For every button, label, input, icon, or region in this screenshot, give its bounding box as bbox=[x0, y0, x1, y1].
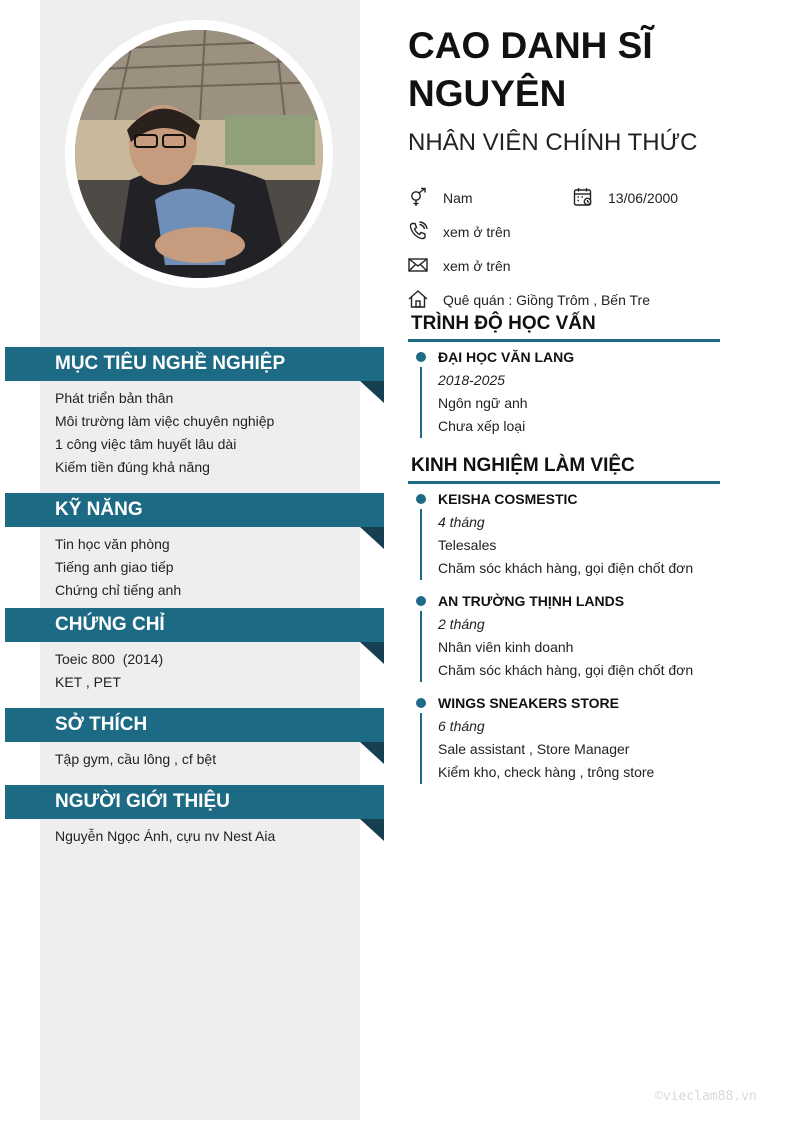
list-item: Môi trường làm việc chuyên nghiệp bbox=[55, 413, 275, 429]
gender-value: Nam bbox=[443, 190, 473, 206]
email-value: xem ở trên bbox=[443, 258, 511, 274]
section-header-skills bbox=[5, 493, 384, 527]
job-description: Kiểm kho, check hàng , trông store bbox=[438, 764, 655, 780]
company-name: AN TRƯỜNG THỊNH LANDS bbox=[438, 593, 625, 609]
watermark: ©vieclam88.vn bbox=[655, 1089, 757, 1104]
timeline-dot bbox=[416, 494, 426, 504]
calendar-icon bbox=[573, 187, 593, 207]
list-item: KET , PET bbox=[55, 674, 121, 690]
ribbon-fold bbox=[360, 819, 384, 841]
list-item: Tin học văn phòng bbox=[55, 536, 170, 552]
section-header-references bbox=[5, 785, 384, 819]
study-period: 2018-2025 bbox=[438, 372, 505, 388]
section-header-objective bbox=[5, 347, 384, 381]
timeline-line bbox=[420, 509, 422, 580]
list-item: 1 công việc tâm huyết lâu dài bbox=[55, 436, 237, 452]
company-name: WINGS SNEAKERS STORE bbox=[438, 695, 619, 711]
list-item: Toeic 800 (2014) bbox=[55, 651, 164, 667]
phone-icon bbox=[408, 221, 428, 241]
timeline-line bbox=[420, 713, 422, 784]
job-duration: 2 tháng bbox=[438, 616, 485, 632]
section-title: NGƯỜI GIỚI THIỆU bbox=[55, 791, 230, 812]
section-header-hobbies bbox=[5, 708, 384, 742]
section-divider bbox=[408, 481, 720, 484]
ribbon-fold bbox=[360, 642, 384, 664]
phone-value: xem ở trên bbox=[443, 224, 511, 240]
list-item: Tiếng anh giao tiếp bbox=[55, 559, 174, 575]
study-grade: Chưa xếp loại bbox=[438, 418, 526, 434]
certificates-list bbox=[55, 648, 355, 694]
timeline-line bbox=[420, 611, 422, 682]
job-position: Sale assistant , Store Manager bbox=[438, 741, 630, 757]
references-list bbox=[55, 825, 355, 848]
avatar-photo bbox=[75, 30, 323, 278]
timeline-dot bbox=[416, 352, 426, 362]
job-duration: 6 tháng bbox=[438, 718, 485, 734]
section-title: MỤC TIÊU NGHỀ NGHIỆP bbox=[55, 353, 286, 374]
job-position: Nhân viên kinh doanh bbox=[438, 639, 574, 655]
list-item: Nguyễn Ngọc Ánh, cựu nv Nest Aia bbox=[55, 828, 276, 844]
avatar bbox=[75, 30, 323, 278]
timeline-dot bbox=[416, 698, 426, 708]
candidate-name: CAO DANH SĨ NGUYÊN bbox=[408, 25, 653, 114]
timeline-line bbox=[420, 367, 422, 438]
education-title: TRÌNH ĐỘ HỌC VẤN bbox=[411, 313, 596, 334]
skills-list bbox=[55, 533, 355, 602]
section-header-certificates bbox=[5, 608, 384, 642]
section-title: KỸ NĂNG bbox=[55, 499, 143, 520]
candidate-role: NHÂN VIÊN CHÍNH THỨC bbox=[408, 129, 698, 156]
gender-icon bbox=[408, 187, 428, 207]
ribbon-fold bbox=[360, 527, 384, 549]
home-icon bbox=[408, 289, 428, 309]
study-major: Ngôn ngữ anh bbox=[438, 395, 528, 411]
school-name: ĐẠI HỌC VĂN LANG bbox=[438, 349, 575, 365]
timeline-dot bbox=[416, 596, 426, 606]
list-item: Phát triển bản thân bbox=[55, 390, 174, 406]
birthdate-value: 13/06/2000 bbox=[608, 190, 679, 206]
section-divider bbox=[408, 339, 720, 342]
hobbies-list bbox=[55, 748, 355, 771]
section-title: CHỨNG CHỈ bbox=[55, 614, 165, 635]
list-item: Tập gym, cầu lông , cf bệt bbox=[55, 751, 217, 767]
job-description: Chăm sóc khách hàng, gọi điện chốt đơn bbox=[438, 662, 694, 678]
job-description: Chăm sóc khách hàng, gọi điện chốt đơn bbox=[438, 560, 694, 576]
ribbon-fold bbox=[360, 381, 384, 403]
job-duration: 4 tháng bbox=[438, 514, 485, 530]
company-name: KEISHA COSMESTIC bbox=[438, 491, 578, 507]
objective-list bbox=[55, 387, 355, 479]
hometown-value: Quê quán : Giồng Trôm , Bến Tre bbox=[443, 292, 650, 308]
ribbon-fold bbox=[360, 742, 384, 764]
list-item: Chứng chỉ tiếng anh bbox=[55, 582, 182, 598]
job-position: Telesales bbox=[438, 537, 497, 553]
section-title: SỞ THÍCH bbox=[55, 714, 148, 735]
experience-title: KINH NGHIỆM LÀM VIỆC bbox=[411, 455, 635, 476]
envelope-icon bbox=[408, 255, 428, 275]
list-item: Kiếm tiền đúng khả năng bbox=[55, 459, 210, 475]
